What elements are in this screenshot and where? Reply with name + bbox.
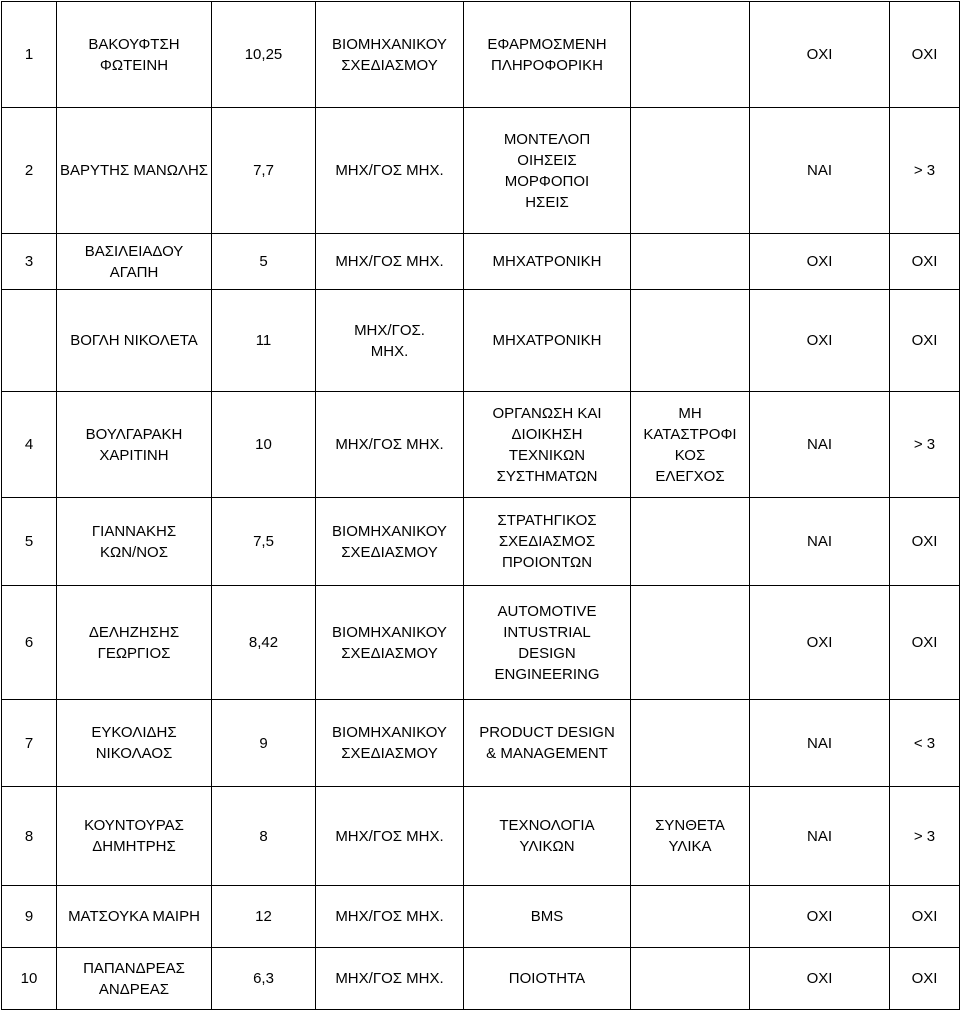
- grade-cell: 8,42: [212, 586, 316, 700]
- department-cell: ΜΗΧ/ΓΟΣ ΜΗΧ.: [316, 108, 464, 234]
- grade-cell: 8: [212, 787, 316, 886]
- answer-1-cell: ΝΑΙ: [750, 700, 890, 787]
- grade-cell: 7,7: [212, 108, 316, 234]
- answer-2-cell: ΟΧΙ: [890, 498, 960, 586]
- specialization-cell: ΣΤΡΑΤΗΓΙΚΟΣ ΣΧΕΔΙΑΣΜΟΣ ΠΡΟΙΟΝΤΩΝ: [464, 498, 631, 586]
- answer-1-cell: ΟΧΙ: [750, 234, 890, 290]
- student-name-cell: ΕΥΚΟΛΙΔΗΣ ΝΙΚΟΛΑΟΣ: [57, 700, 212, 787]
- answer-1-cell: ΟΧΙ: [750, 586, 890, 700]
- answer-2-cell: ΟΧΙ: [890, 2, 960, 108]
- specialization-cell: BMS: [464, 886, 631, 948]
- table-body: [2, 2, 960, 1010]
- answer-2-cell: ΟΧΙ: [890, 886, 960, 948]
- specialization-cell: ΜΟΝΤΕΛΟΠ ΟΙΗΣΕΙΣ ΜΟΡΦΟΠΟΙ ΗΣΕΙΣ: [464, 108, 631, 234]
- grade-cell: 10,25: [212, 2, 316, 108]
- department-cell: ΜΗΧ/ΓΟΣ. ΜΗΧ.: [316, 290, 464, 392]
- student-name-cell: ΒΟΓΛΗ ΝΙΚΟΛΕΤΑ: [57, 290, 212, 392]
- answer-1-cell: ΝΑΙ: [750, 787, 890, 886]
- candidates-table: [1, 1, 960, 1010]
- table-row: [2, 2, 960, 108]
- table-row: [2, 290, 960, 392]
- student-name-cell: ΒΑΣΙΛΕΙΑΔΟΥ ΑΓΑΠΗ: [57, 234, 212, 290]
- answer-2-cell: ΟΧΙ: [890, 234, 960, 290]
- specialization-cell: ΤΕΧΝΟΛΟΓΙΑ ΥΛΙΚΩΝ: [464, 787, 631, 886]
- answer-1-cell: ΟΧΙ: [750, 290, 890, 392]
- sub-specialization-cell: [631, 498, 750, 586]
- grade-cell: 9: [212, 700, 316, 787]
- answer-2-cell: > 3: [890, 787, 960, 886]
- answer-1-cell: ΟΧΙ: [750, 948, 890, 1010]
- row-number-cell: 4: [2, 392, 57, 498]
- answer-2-cell: > 3: [890, 392, 960, 498]
- sub-specialization-cell: [631, 586, 750, 700]
- specialization-cell: ΠΟΙΟΤΗΤΑ: [464, 948, 631, 1010]
- sub-specialization-cell: [631, 886, 750, 948]
- row-number-cell: 9: [2, 886, 57, 948]
- row-number-cell: 1: [2, 2, 57, 108]
- student-name-cell: ΒΑΚΟΥΦΤΣΗ ΦΩΤΕΙΝΗ: [57, 2, 212, 108]
- table-row: [2, 234, 960, 290]
- sub-specialization-cell: [631, 234, 750, 290]
- student-name-cell: ΓΙΑΝΝΑΚΗΣ ΚΩΝ/ΝΟΣ: [57, 498, 212, 586]
- department-cell: ΜΗΧ/ΓΟΣ ΜΗΧ.: [316, 787, 464, 886]
- specialization-cell: ΕΦΑΡΜΟΣΜΕΝΗ ΠΛΗΡΟΦΟΡΙΚΗ: [464, 2, 631, 108]
- department-cell: ΜΗΧ/ΓΟΣ ΜΗΧ.: [316, 234, 464, 290]
- table-row: [2, 787, 960, 886]
- sub-specialization-cell: ΣΥΝΘΕΤΑ ΥΛΙΚΑ: [631, 787, 750, 886]
- grade-cell: 5: [212, 234, 316, 290]
- row-number-cell: 10: [2, 948, 57, 1010]
- grade-cell: 10: [212, 392, 316, 498]
- row-number-cell: 5: [2, 498, 57, 586]
- sub-specialization-cell: ΜΗ ΚΑΤΑΣΤΡΟΦΙ ΚΟΣ ΕΛΕΓΧΟΣ: [631, 392, 750, 498]
- specialization-cell: PRODUCT DESIGN & MANAGEMENT: [464, 700, 631, 787]
- department-cell: ΒΙΟΜΗΧΑΝΙΚΟΥ ΣΧΕΔΙΑΣΜΟΥ: [316, 700, 464, 787]
- answer-1-cell: ΝΑΙ: [750, 108, 890, 234]
- table-row: [2, 498, 960, 586]
- department-cell: ΜΗΧ/ΓΟΣ ΜΗΧ.: [316, 948, 464, 1010]
- row-number-cell: 6: [2, 586, 57, 700]
- student-name-cell: ΠΑΠΑΝΔΡΕΑΣ ΑΝΔΡΕΑΣ: [57, 948, 212, 1010]
- sub-specialization-cell: [631, 108, 750, 234]
- student-name-cell: ΒΟΥΛΓΑΡΑΚΗ ΧΑΡΙΤΙΝΗ: [57, 392, 212, 498]
- specialization-cell: AUTOMOTIVE INTUSTRIAL DESIGN ENGINEERING: [464, 586, 631, 700]
- row-number-cell: 2: [2, 108, 57, 234]
- student-name-cell: ΒΑΡΥΤΗΣ ΜΑΝΩΛΗΣ: [57, 108, 212, 234]
- row-number-cell: [2, 290, 57, 392]
- department-cell: ΒΙΟΜΗΧΑΝΙΚΟΥ ΣΧΕΔΙΑΣΜΟΥ: [316, 2, 464, 108]
- sub-specialization-cell: [631, 948, 750, 1010]
- answer-2-cell: < 3: [890, 700, 960, 787]
- sub-specialization-cell: [631, 290, 750, 392]
- department-cell: ΒΙΟΜΗΧΑΝΙΚΟΥ ΣΧΕΔΙΑΣΜΟΥ: [316, 586, 464, 700]
- table-row: [2, 392, 960, 498]
- grade-cell: 11: [212, 290, 316, 392]
- answer-1-cell: ΟΧΙ: [750, 886, 890, 948]
- row-number-cell: 3: [2, 234, 57, 290]
- grade-cell: 7,5: [212, 498, 316, 586]
- answer-1-cell: ΝΑΙ: [750, 392, 890, 498]
- row-number-cell: 7: [2, 700, 57, 787]
- sub-specialization-cell: [631, 700, 750, 787]
- answer-1-cell: ΟΧΙ: [750, 2, 890, 108]
- table-row: [2, 108, 960, 234]
- answer-2-cell: ΟΧΙ: [890, 290, 960, 392]
- answer-2-cell: ΟΧΙ: [890, 586, 960, 700]
- specialization-cell: ΟΡΓΑΝΩΣΗ ΚΑΙ ΔΙΟΙΚΗΣΗ ΤΕΧΝΙΚΩΝ ΣΥΣΤΗΜΑΤΩΝ: [464, 392, 631, 498]
- student-name-cell: ΜΑΤΣΟΥΚΑ ΜΑΙΡΗ: [57, 886, 212, 948]
- specialization-cell: ΜΗΧΑΤΡΟΝΙΚΗ: [464, 234, 631, 290]
- student-name-cell: ΔΕΛΗΖΗΣΗΣ ΓΕΩΡΓΙΟΣ: [57, 586, 212, 700]
- answer-2-cell: ΟΧΙ: [890, 948, 960, 1010]
- row-number-cell: 8: [2, 787, 57, 886]
- table-row: [2, 700, 960, 787]
- answer-1-cell: ΝΑΙ: [750, 498, 890, 586]
- department-cell: ΒΙΟΜΗΧΑΝΙΚΟΥ ΣΧΕΔΙΑΣΜΟΥ: [316, 498, 464, 586]
- table-row: [2, 886, 960, 948]
- student-name-cell: ΚΟΥΝΤΟΥΡΑΣ ΔΗΜΗΤΡΗΣ: [57, 787, 212, 886]
- department-cell: ΜΗΧ/ΓΟΣ ΜΗΧ.: [316, 392, 464, 498]
- table-row: [2, 948, 960, 1010]
- sub-specialization-cell: [631, 2, 750, 108]
- department-cell: ΜΗΧ/ΓΟΣ ΜΗΧ.: [316, 886, 464, 948]
- grade-cell: 6,3: [212, 948, 316, 1010]
- answer-2-cell: > 3: [890, 108, 960, 234]
- specialization-cell: ΜΗΧΑΤΡΟΝΙΚΗ: [464, 290, 631, 392]
- grade-cell: 12: [212, 886, 316, 948]
- table-row: [2, 586, 960, 700]
